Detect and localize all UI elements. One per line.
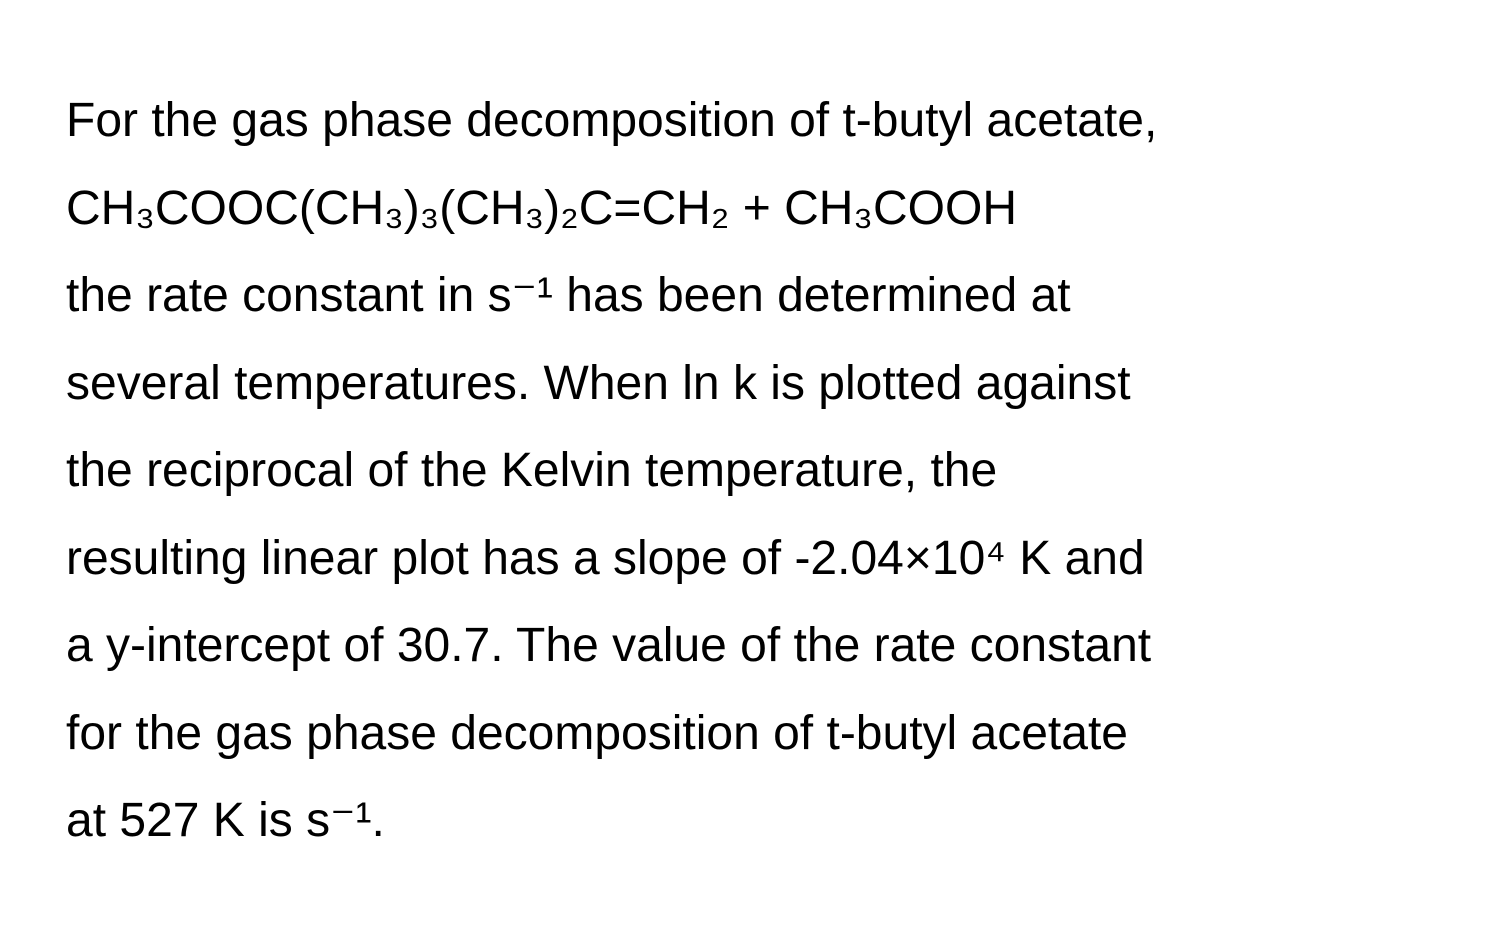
question-text bbox=[66, 82, 1446, 865]
question-line-8: for the gas phase decomposition of t-butyl acetate bbox=[66, 706, 1128, 760]
question-line-5: the reciprocal of the Kelvin temperature, the bbox=[66, 444, 998, 497]
question-line-7: a y-intercept of 30.7. The value of the rate constant bbox=[66, 619, 1152, 672]
question-line-2-reaction-equation: CH₃COOC(CH₃)₃(CH₃)₂C=CH₂ + CH₃COOH bbox=[66, 181, 1017, 235]
question-line-4: several temperatures. When ln k is plotted against bbox=[66, 356, 1131, 410]
question-line-3: the rate constant in s⁻¹ has been determined at bbox=[66, 269, 1071, 322]
question-line-6: resulting linear plot has a slope of -2.04×10⁴ K and bbox=[66, 531, 1145, 585]
question-line-9: at 527 K is s⁻¹. bbox=[66, 794, 385, 847]
question-line-1: For the gas phase decomposition of t-butyl acetate, bbox=[66, 94, 1158, 147]
